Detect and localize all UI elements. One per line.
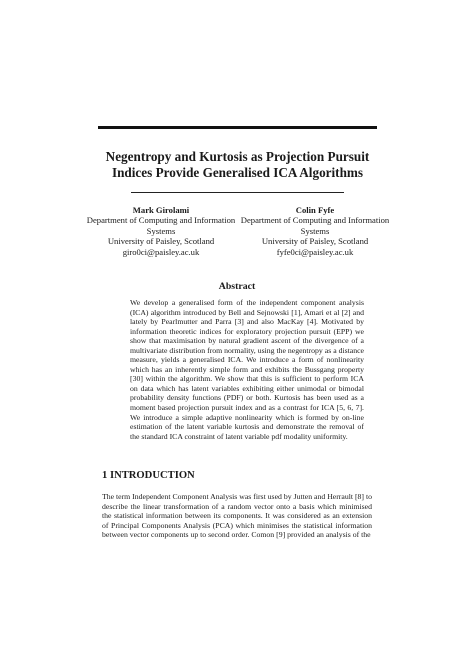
author-block-1 (86, 205, 236, 257)
author-name: Colin Fyfe (295, 205, 335, 215)
title-line-1: Negentropy and Kurtosis as Projection Pursuit (105, 149, 370, 164)
section-heading-introduction: 1 INTRODUCTION (102, 470, 195, 481)
author-email: giro0ci@paisley.ac.uk (122, 246, 200, 257)
author-name: Mark Girolami (132, 205, 190, 215)
abstract-text: We develop a generalised form of the independent component analysis (ICA) algorithm introduced by Bell and Sejnowski [1], Amari et al [2] and lately by Pearlmutter and Parra [3] and also MacKay [4]. Motivated by information theoretic indices for exploratory projection pursuit (EPP) we show that maximisation by natural gradient ascent of the divergence of a multivariate distribution from normality, using the negentropy as a distance measure, yields a generalised ICA. We introduce a form of nonlinearity which has an inherently simple form and exhibits the Bussgang property [30] within the algorithm. We show that this is sufficient to perform ICA on data which has latent variables exhibiting either unimodal or bimodal probability density functions (PDF) or both. Kurtosis has been used as a moment based projection pursuit index and as a contrast for ICA [5, 6, 7]. We introduce a simple adaptive nonlinearity which is formed by on-line estimation of the latent variable kurtosis and demonstrate the removal of the standard ICA constraint of latent variable pdf modality uniformity. (130, 298, 364, 441)
author-email: fyfe0ci@paisley.ac.uk (276, 246, 354, 257)
title-line-2: Indices Provide Generalised ICA Algorithms (111, 165, 364, 180)
abstract-heading: Abstract (218, 281, 256, 292)
title-rule (131, 192, 344, 193)
author-block-2 (240, 205, 390, 257)
author-university: University of Paisley, Scotland (107, 236, 215, 247)
author-affiliation: Department of Computing and Information (240, 215, 390, 226)
author-affiliation-cont: Systems (300, 225, 330, 236)
author-affiliation: Department of Computing and Information (86, 215, 236, 226)
paper-title (90, 149, 385, 181)
introduction-text: The term Independent Component Analysis was first used by Jutten and Herrault [8] to describe the linear transformation of a random vector onto a basis which minimised the statistical information between its components. It was considered as an extension of Principal Components Analysis (PCA) which minimises the statistical information between vector components up to second order. Comon [9] provided an analysis of the (102, 492, 372, 540)
top-rule (98, 126, 377, 129)
author-affiliation-cont: Systems (146, 225, 176, 236)
author-university: University of Paisley, Scotland (261, 236, 369, 247)
